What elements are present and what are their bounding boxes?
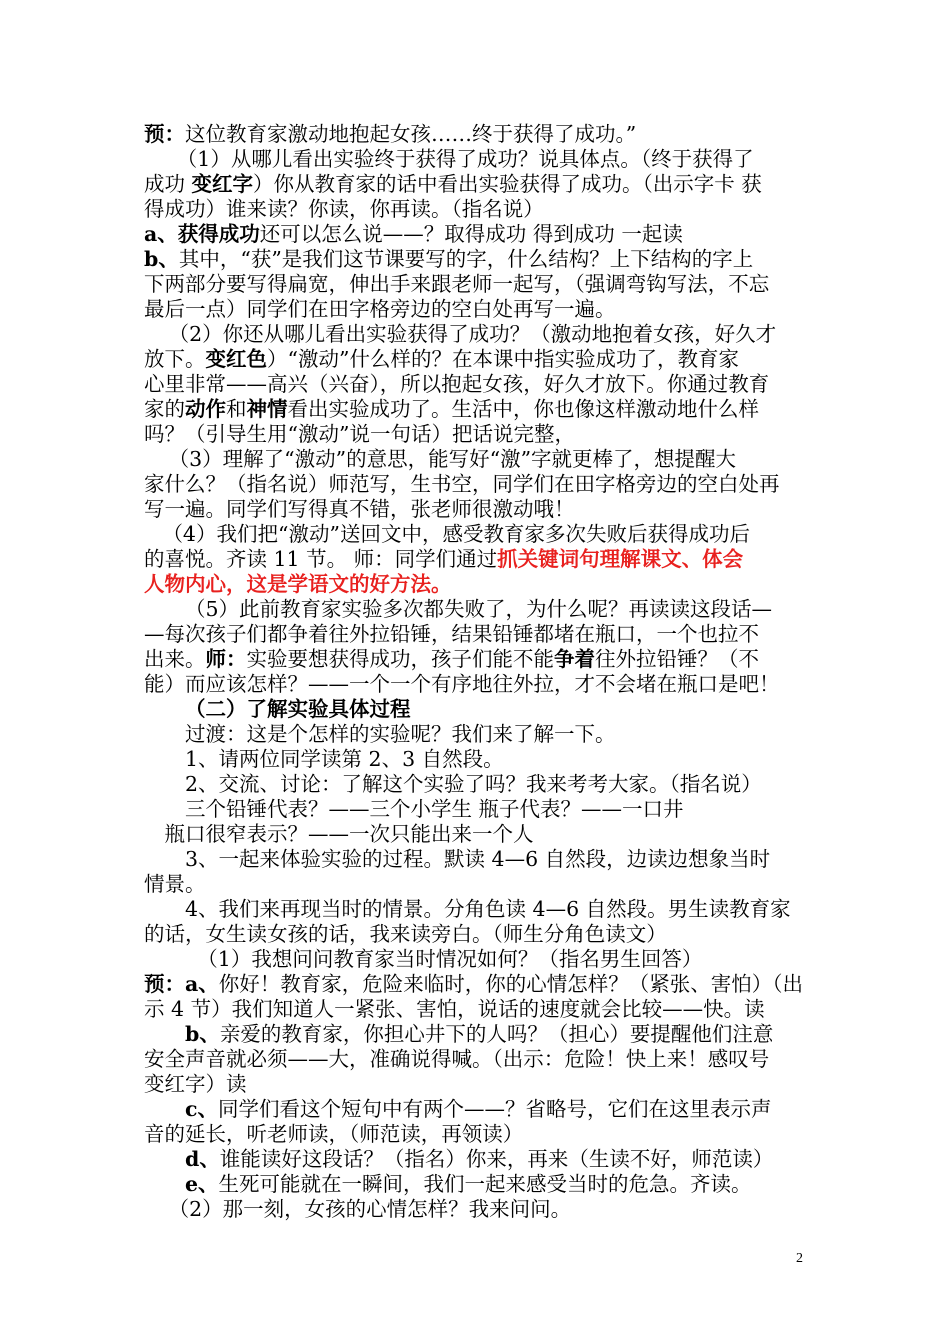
text-segment: 出来。 (144, 647, 206, 671)
text-segment: 下两部分要写得扁宽，伸出手来跟老师一起写，（强调弯钩写法，不忘 (144, 272, 770, 296)
text-line (144, 672, 812, 697)
text-line (144, 1122, 812, 1147)
text-segment: ）“激动”什么样的？在本课中指实验成功了，教育家 (267, 347, 739, 371)
text-segment: 最后一点）同学们在田字格旁边的空白处再写一遍。 (144, 297, 616, 321)
text-line (144, 172, 812, 197)
text-segment: （3）理解了“激动”的意思，能写好“激”字就更棒了，想提醒大 (168, 447, 737, 471)
text-line (144, 822, 812, 847)
highlighted-text: 人物内心，这是学语文的好方法。 (144, 572, 452, 596)
text-line (144, 922, 812, 947)
bold-text: 变红字 (191, 172, 254, 196)
text-segment: 你好！教育家，危险来临时，你的心情怎样？（紧张、害怕）（出 (218, 972, 804, 996)
text-line (144, 847, 812, 872)
text-line (144, 422, 812, 447)
text-segment: 示 4 节）我们知道人一紧张、害怕，说话的速度就会比较——快。读 (144, 997, 765, 1021)
text-segment: 同学们看这个短句中有两个——？省略号，它们在这里表示声 (217, 1097, 772, 1121)
text-line (144, 747, 812, 772)
text-line (144, 597, 812, 622)
text-line (144, 697, 812, 722)
text-line (144, 872, 812, 897)
text-segment: 吗？（引导生用“激动”说一句话）把话说完整， (144, 422, 575, 446)
text-segment: 过渡：这是个怎样的实验呢？我们来了解一下。 (185, 722, 616, 746)
text-line (144, 1097, 812, 1122)
text-segment: （5）此前教育家实验多次都失败了，为什么呢？再读读这段话— (185, 597, 773, 621)
document-body (144, 122, 812, 1222)
highlighted-text: 抓关键词句理解课文、体会 (497, 547, 744, 571)
text-segment: 得成功）谁来读？你读，你再读。（指名说） (144, 197, 544, 221)
text-segment: 3、一起来体验实验的过程。默读 4—6 自然段，边读边想象当时 (185, 847, 771, 871)
text-segment: 的话，女生读女孩的话，我来读旁白。（师生分角色读文） (144, 922, 667, 946)
text-line (144, 1197, 812, 1222)
text-line (144, 1072, 812, 1097)
text-line (144, 372, 812, 397)
bold-text: e、 (185, 1172, 219, 1196)
text-line (144, 197, 812, 222)
text-segment: 的喜悦。齐读 11 节。 师：同学们通过 (144, 547, 498, 571)
text-segment: ）你从教育家的话中看出实验获得了成功。（出示字卡 获 (253, 172, 762, 196)
text-line (144, 147, 812, 172)
text-line (144, 472, 812, 497)
bold-text: a、 (144, 222, 178, 246)
text-segment: 这位教育家激动地抱起女孩……终于获得了成功。” (185, 122, 637, 146)
text-line (144, 522, 812, 547)
text-segment: 看出实验成功了。生活中，你也像这样激动地什么样 (287, 397, 759, 421)
text-line (144, 947, 812, 972)
text-segment: 亲爱的教育家，你担心井下的人吗？（担心）要提醒他们注意 (219, 1022, 774, 1046)
text-line (144, 322, 812, 347)
text-segment: 1、请两位同学读第 2、3 自然段。 (185, 747, 504, 771)
text-line (144, 897, 812, 922)
bold-text: 师： (205, 647, 247, 671)
text-segment: （2）那一刻，女孩的心情怎样？我来问问。 (168, 1197, 572, 1221)
bold-text: b、 (185, 1022, 220, 1046)
text-line (144, 122, 812, 147)
text-segment: 三个铅锤代表？——三个小学生 瓶子代表？——一口井 (185, 797, 684, 821)
text-segment: —每次孩子们都争着往外拉铅锤，结果铅锤都堵在瓶口，一个也拉不 (144, 622, 759, 646)
bold-text: 获得成功 (177, 222, 260, 246)
text-segment: （1）我想问问教育家当时情况如何？（指名男生回答） (197, 947, 703, 971)
text-segment: 放下。 (144, 347, 206, 371)
bold-text: d、 (185, 1147, 220, 1171)
text-segment: 家的 (144, 397, 185, 421)
text-line (144, 297, 812, 322)
text-segment: （4）我们把“激动”送回文中，感受教育家多次失败后获得成功后 (162, 522, 750, 546)
text-line (144, 622, 812, 647)
text-segment: 变红字）读 (144, 1072, 247, 1096)
bold-text: 预： (144, 122, 185, 146)
page-number: 2 (796, 1251, 803, 1266)
text-segment: 谁能读好这段话？（指名）你来，再来（生读不好，师范读） (219, 1147, 774, 1171)
text-segment: 还可以怎么说——？取得成功 得到成功 一起读 (259, 222, 683, 246)
text-line (144, 1147, 812, 1172)
text-line (144, 997, 812, 1022)
text-line (144, 797, 812, 822)
bold-text: 神情 (246, 397, 288, 421)
text-segment: 4、我们来再现当时的情景。分角色读 4—6 自然段。男生读教育家 (185, 897, 791, 921)
bold-text: c、 (185, 1097, 218, 1121)
text-line (144, 272, 812, 297)
text-line (144, 447, 812, 472)
text-segment: 音的延长，听老师读，（师范读，再领读） (144, 1122, 524, 1146)
bold-text: （二）了解实验具体过程 (185, 697, 411, 721)
text-line (144, 1047, 812, 1072)
text-line (144, 347, 812, 372)
text-line (144, 647, 812, 672)
text-line (144, 772, 812, 797)
bold-text: b、 (144, 247, 179, 271)
bold-text: 预：a、 (144, 972, 219, 996)
text-segment: 写一遍。同学们写得真不错，张老师很激动哦！ (144, 497, 575, 521)
bold-text: 争着 (554, 647, 595, 671)
text-segment: （1）从哪儿看出实验终于获得了成功？说具体点。（终于获得了 (176, 147, 754, 171)
text-segment: 安全声音就必须——大，准确说得喊。（出示：危险！快上来！感叹号 (144, 1047, 770, 1071)
text-line (144, 222, 812, 247)
bold-text: 动作 (185, 397, 226, 421)
text-line (144, 972, 812, 997)
text-segment: 实验要想获得成功，孩子们能不能 (246, 647, 554, 671)
bold-text: 变红色 (205, 347, 267, 371)
text-segment: 生死可能就在一瞬间，我们一起来感受当时的危急。齐读。 (218, 1172, 752, 1196)
text-segment: 瓶口很窄表示？——一次只能出来一个人 (164, 822, 534, 846)
text-segment: 往外拉铅锤？（不 (595, 647, 759, 671)
text-line (144, 572, 812, 597)
text-segment: 情景。 (144, 872, 206, 896)
text-line (144, 497, 812, 522)
text-line (144, 722, 812, 747)
text-segment: （2）你还从哪儿看出实验获得了成功？（激动地抱着女孩，好久才 (168, 322, 777, 346)
text-segment: 家什么？（指名说）师范写，生书空，同学们在田字格旁边的空白处再 (144, 472, 780, 496)
text-segment: 能）而应该怎样？——一个一个有序地往外拉，才不会堵在瓶口是吧！ (144, 672, 780, 696)
text-segment: 2、交流、讨论：了解这个实验了吗？我来考考大家。（指名说） (185, 772, 762, 796)
text-line (144, 1172, 812, 1197)
text-line (144, 1022, 812, 1047)
text-segment: 成功 (144, 172, 192, 196)
text-line (144, 247, 812, 272)
text-segment: 心里非常——高兴（兴奋），所以抱起女孩，好久才放下。你通过教育 (144, 372, 770, 396)
text-line (144, 397, 812, 422)
text-line (144, 547, 812, 572)
text-segment: 其中，“获”是我们这节课要写的字，什么结构？上下结构的字上 (178, 247, 754, 271)
text-segment: 和 (226, 397, 247, 421)
